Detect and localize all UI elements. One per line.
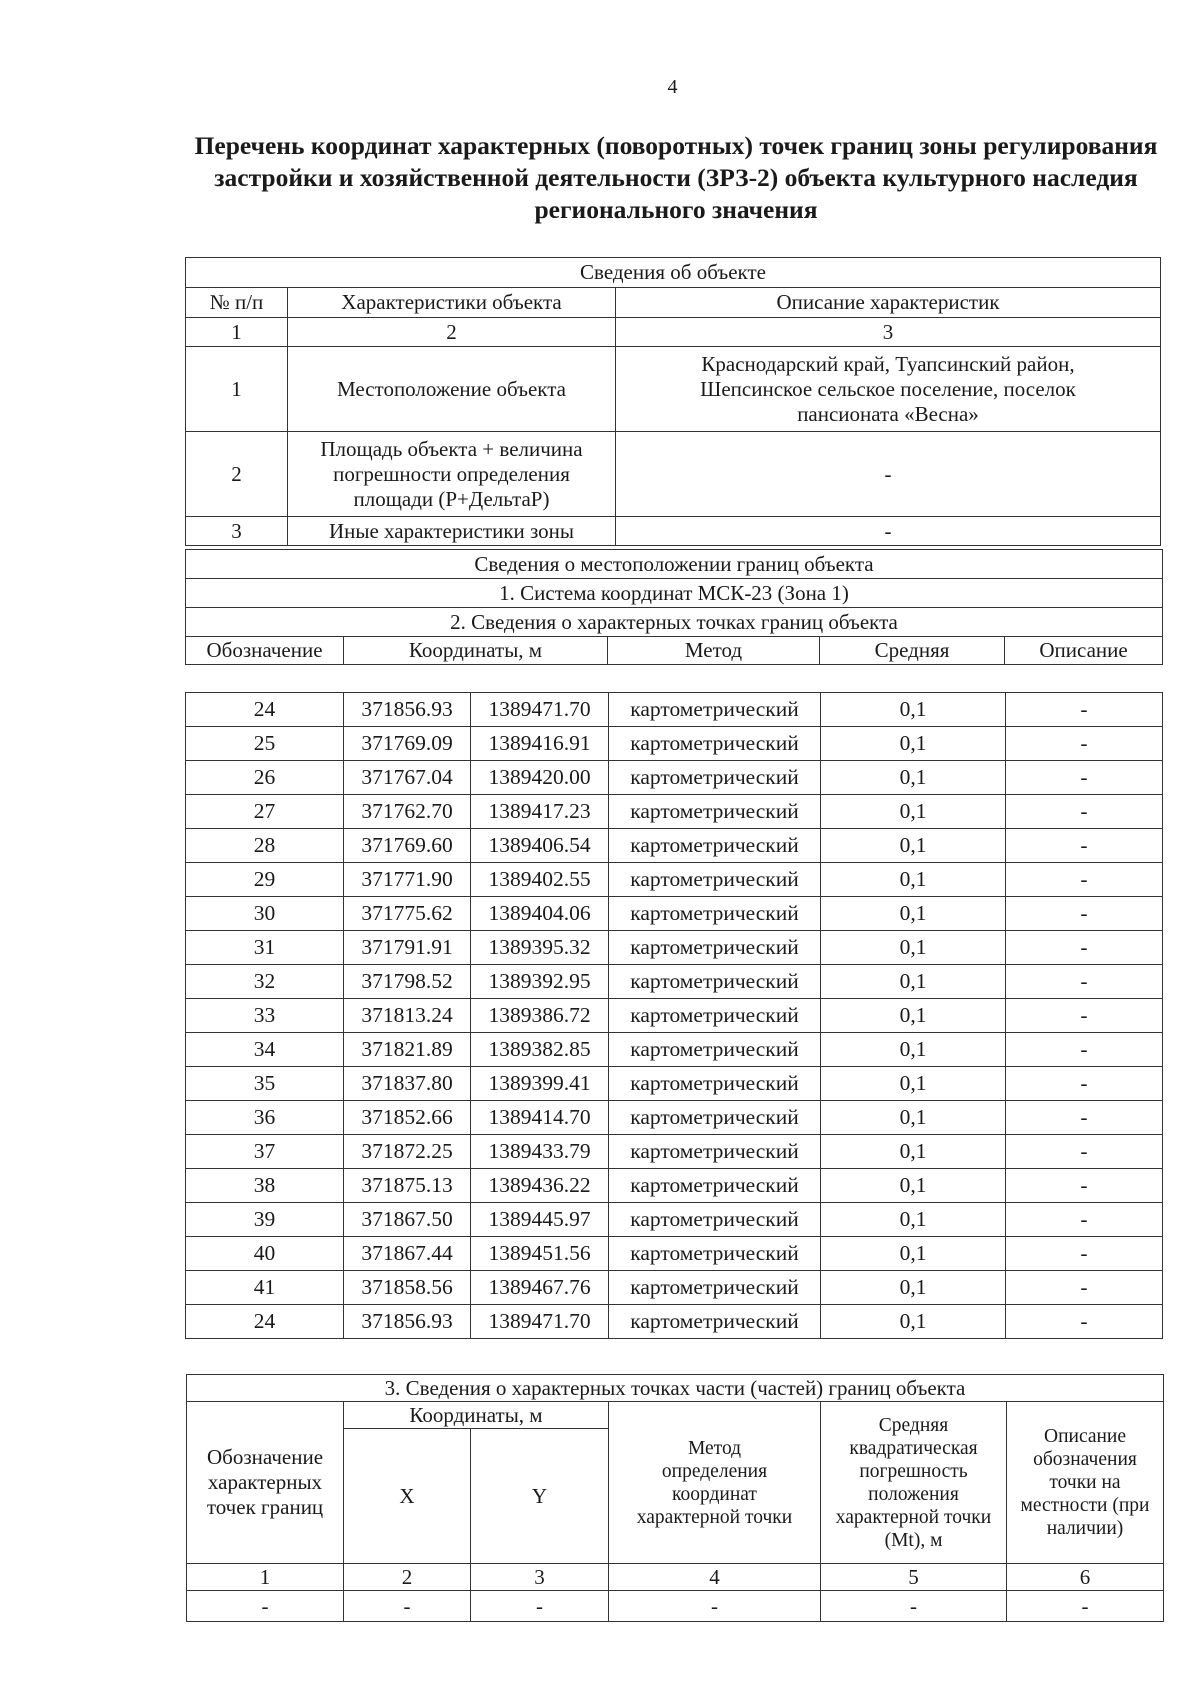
point-y: 1389416.91 [471,727,609,761]
point-y: 1389399.41 [471,1067,609,1101]
row-num: 1 [186,347,288,432]
point-x: 371852.66 [344,1101,471,1135]
point-error: 0,1 [821,795,1006,829]
point-x: 371821.89 [344,1033,471,1067]
table-row [186,1237,1163,1271]
location-title: Сведения о местоположении границ объекта [186,550,1163,579]
point-x: 371771.90 [344,863,471,897]
point-y: 1389451.56 [471,1237,609,1271]
parts-header-error: Средняя квадратическая погрешность положения характерной точки (Mt), м [821,1402,1007,1564]
point-error: 0,1 [821,1101,1006,1135]
table-row [186,829,1163,863]
table-row [186,795,1163,829]
table-row [186,1305,1163,1339]
table-row [186,965,1163,999]
point-method: картометрический [609,1135,821,1169]
table-row [186,897,1163,931]
table-row [186,999,1163,1033]
point-y: 1389471.70 [471,693,609,727]
point-error: 0,1 [821,829,1006,863]
header-num: № п/п [186,288,288,318]
point-error: 0,1 [821,727,1006,761]
point-id: 39 [186,1203,344,1237]
point-id: 37 [186,1135,344,1169]
point-x: 371872.25 [344,1135,471,1169]
point-error: 0,1 [821,863,1006,897]
point-id: 36 [186,1101,344,1135]
point-x: 371791.91 [344,931,471,965]
point-desc: - [1006,1101,1163,1135]
point-method: картометрический [609,1305,821,1339]
table-row [186,1203,1163,1237]
point-id: 34 [186,1033,344,1067]
table-row [186,1067,1163,1101]
point-method: картометрический [609,1101,821,1135]
page-number: 4 [667,76,678,98]
point-x: 371813.24 [344,999,471,1033]
point-error: 0,1 [821,1237,1006,1271]
point-method: картометрический [609,795,821,829]
point-y: 1389420.00 [471,761,609,795]
col-number: 2 [288,318,616,347]
point-method: картометрический [609,761,821,795]
table-row [186,1101,1163,1135]
point-id: 24 [186,693,344,727]
parts-cell-x: - [344,1591,471,1622]
row-value: Краснодарский край, Туапсинский район, Шепсинское сельское поселение, поселок пансионата «Весна» [616,347,1161,432]
point-desc: - [1006,897,1163,931]
point-y: 1389395.32 [471,931,609,965]
row-value: - [616,517,1161,546]
row-name: Местоположение объекта [288,347,616,432]
table-row [186,1169,1163,1203]
point-desc: - [1006,1305,1163,1339]
points-title: 2. Сведения о характерных точках границ объекта [186,608,1163,637]
points-table [185,692,1163,1339]
point-desc: - [1006,795,1163,829]
point-error: 0,1 [821,761,1006,795]
point-desc: - [1006,863,1163,897]
point-error: 0,1 [821,1033,1006,1067]
point-y: 1389406.54 [471,829,609,863]
parts-header-y: Y [471,1429,609,1564]
coord-system: 1. Система координат МСК-23 (Зона 1) [186,579,1163,608]
object-info-title: Сведения об объекте [186,258,1161,288]
table-row [186,1033,1163,1067]
point-error: 0,1 [821,1135,1006,1169]
point-desc: - [1006,1067,1163,1101]
parts-cell-y: - [471,1591,609,1622]
point-id: 26 [186,761,344,795]
parts-title: 3. Сведения о характерных точках части (частей) границ объекта [187,1375,1164,1402]
parts-header-coords: Координаты, м [344,1402,609,1429]
point-error: 0,1 [821,1305,1006,1339]
row-num: 2 [186,432,288,517]
table-row [186,1271,1163,1305]
point-method: картометрический [609,999,821,1033]
parts-cell-error: - [821,1591,1007,1622]
point-method: картометрический [609,1203,821,1237]
point-x: 371858.56 [344,1271,471,1305]
row-name: Иные характеристики зоны [288,517,616,546]
point-error: 0,1 [821,1203,1006,1237]
table-row [186,863,1163,897]
header-coords: Координаты, м [344,637,608,665]
point-method: картометрический [609,897,821,931]
header-characteristics: Характеристики объекта [288,288,616,318]
point-y: 1389402.55 [471,863,609,897]
point-desc: - [1006,1033,1163,1067]
point-id: 27 [186,795,344,829]
point-y: 1389417.23 [471,795,609,829]
col-number: 5 [821,1564,1007,1591]
point-id: 40 [186,1237,344,1271]
point-error: 0,1 [821,1169,1006,1203]
point-y: 1389433.79 [471,1135,609,1169]
point-method: картометрический [609,1067,821,1101]
parts-cell-desc: - [1007,1591,1164,1622]
point-x: 371767.04 [344,761,471,795]
point-y: 1389436.22 [471,1169,609,1203]
header-designation: Обозначение [186,637,344,665]
point-error: 0,1 [821,1067,1006,1101]
parts-table [186,1374,1164,1622]
point-error: 0,1 [821,1271,1006,1305]
col-number: 2 [344,1564,471,1591]
col-number: 1 [186,318,288,347]
table-row [186,931,1163,965]
header-mean: Средняя [820,637,1005,665]
point-desc: - [1006,727,1163,761]
point-y: 1389471.70 [471,1305,609,1339]
point-desc: - [1006,1135,1163,1169]
table-row [186,1135,1163,1169]
point-error: 0,1 [821,693,1006,727]
point-id: 24 [186,1305,344,1339]
point-desc: - [1006,693,1163,727]
point-id: 30 [186,897,344,931]
point-id: 25 [186,727,344,761]
point-y: 1389404.06 [471,897,609,931]
point-y: 1389445.97 [471,1203,609,1237]
point-id: 31 [186,931,344,965]
point-desc: - [1006,1237,1163,1271]
point-id: 29 [186,863,344,897]
point-desc: - [1006,1271,1163,1305]
point-desc: - [1006,1169,1163,1203]
parts-header-designation: Обозначение характерных точек границ [187,1402,344,1564]
point-id: 32 [186,965,344,999]
point-method: картометрический [609,829,821,863]
point-method: картометрический [609,693,821,727]
point-method: картометрический [609,1033,821,1067]
point-id: 28 [186,829,344,863]
point-y: 1389392.95 [471,965,609,999]
point-y: 1389467.76 [471,1271,609,1305]
point-error: 0,1 [821,965,1006,999]
point-id: 38 [186,1169,344,1203]
point-desc: - [1006,829,1163,863]
header-method: Метод [608,637,820,665]
point-error: 0,1 [821,931,1006,965]
point-method: картометрический [609,931,821,965]
point-error: 0,1 [821,999,1006,1033]
point-x: 371856.93 [344,1305,471,1339]
point-x: 371867.44 [344,1237,471,1271]
point-desc: - [1006,1203,1163,1237]
header-description: Описание характеристик [616,288,1161,318]
point-y: 1389414.70 [471,1101,609,1135]
col-number: 1 [187,1564,344,1591]
point-x: 371867.50 [344,1203,471,1237]
point-x: 371769.09 [344,727,471,761]
point-desc: - [1006,999,1163,1033]
table-row [186,693,1163,727]
point-x: 371856.93 [344,693,471,727]
point-desc: - [1006,965,1163,999]
col-number: 3 [616,318,1161,347]
header-description: Описание [1005,637,1163,665]
document-title: Перечень координат характерных (поворотных) точек границ зоны регулирования застройки и хозяйственной деятельности (ЗРЗ-2) объекта культурного наследия регионального значения [194,131,1158,224]
point-method: картометрический [609,1271,821,1305]
row-num: 3 [186,517,288,546]
point-y: 1389382.85 [471,1033,609,1067]
point-method: картометрический [609,863,821,897]
point-method: картометрический [609,1169,821,1203]
table-row [186,761,1163,795]
point-x: 371875.13 [344,1169,471,1203]
point-method: картометрический [609,1237,821,1271]
col-number: 6 [1007,1564,1164,1591]
point-id: 41 [186,1271,344,1305]
parts-header-method: Метод определения координат характерной точки [609,1402,821,1564]
point-x: 371775.62 [344,897,471,931]
point-x: 371769.60 [344,829,471,863]
point-id: 35 [186,1067,344,1101]
point-y: 1389386.72 [471,999,609,1033]
point-x: 371762.70 [344,795,471,829]
point-desc: - [1006,931,1163,965]
point-id: 33 [186,999,344,1033]
parts-header-description: Описание обозначения точки на местности (при наличии) [1007,1402,1164,1564]
row-name: Площадь объекта + величина погрешности определения площади (Р+ДельтаР) [288,432,616,517]
table-row [186,727,1163,761]
point-x: 371798.52 [344,965,471,999]
col-number: 4 [609,1564,821,1591]
point-method: картометрический [609,727,821,761]
col-number: 3 [471,1564,609,1591]
point-desc: - [1006,761,1163,795]
point-method: картометрический [609,965,821,999]
row-value: - [616,432,1161,517]
parts-cell-method: - [609,1591,821,1622]
location-table [185,549,1163,665]
point-x: 371837.80 [344,1067,471,1101]
point-error: 0,1 [821,897,1006,931]
object-info-table [185,257,1161,546]
parts-header-x: X [344,1429,471,1564]
parts-cell-id: - [187,1591,344,1622]
